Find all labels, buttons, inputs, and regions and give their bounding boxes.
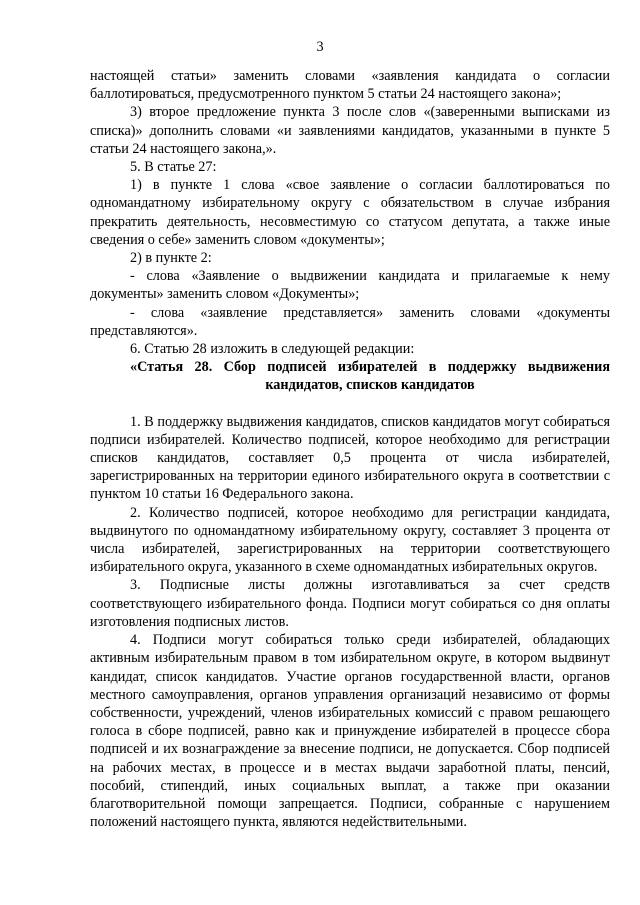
paragraph: настоящей статьи» заменить словами «заявления кандидата о согласии баллотироваться, предусмотренного пунктом 5 статьи 24 настоящего закона»;: [90, 68, 610, 103]
article-heading-line-1: «Статья 28. Сбор подписей избирателей в поддержку выдвижения: [130, 359, 610, 376]
article-paragraph: 1. В поддержку выдвижения кандидатов, списков кандидатов могут собираться подписи избирателей. Количество подписей, которое необходимо для регистрации списков кандидатов, составляет 0,5 процента от числа избирателей, зарегистрированных на территории единого избирательного округа в соответствии с пунктом 10 статьи 16 Федерального закона.: [90, 413, 610, 503]
paragraph: 3) второе предложение пункта 3 после слов «(заверенными выписками из списка)» дополнить словами «и заявлениями кандидатов, указанными в пункте 5 статьи 24 настоящего закона,».: [90, 104, 610, 157]
paragraph: 2) в пункте 2:: [130, 250, 212, 267]
page-number: 3: [316, 39, 324, 55]
spacer: [90, 395, 610, 413]
paragraph: - слова «заявление представляется» заменить словами «документы представляются».: [90, 304, 610, 339]
article-heading-line-2: кандидатов, списков кандидатов: [265, 377, 475, 394]
article-paragraph: 4. Подписи могут собираться только среди избирателей, обладающих активным избирательным правом в том избирательном округе, в котором выдвинут кандидат, список кандидатов. Участие органов государственной власти, органов местного самоуправления, органов управления организаций независимо от формы собственности, учреждений, членов избирательных комиссий с правом решающего голоса в сборе подписей, равно как и принуждение избирателей в процессе сбора подписей и их вознаграждение за внесение подписи, не допускается. Сбор подписей на рабочих местах, в процессе и в местах выдачи заработной платы, пенсий, пособий, стипендий, иных социальных выплат, а также при оказании благотворительной помощи запрещается. Подписи, собранные с нарушением положений настоящего пункта, являются недействительными.: [90, 632, 610, 831]
paragraph: - слова «Заявление о выдвижении кандидата и прилагаемые к нему документы» заменить словом «Документы»;: [90, 268, 610, 303]
paragraph: 5. В статье 27:: [130, 159, 217, 176]
article-paragraph: 3. Подписные листы должны изготавливаться за счет средств соответствующего избирательного фонда. Подписи могут собираться со дня оплаты изготовления подписных листов.: [90, 577, 610, 630]
document-body: [90, 67, 610, 831]
paragraph: 1) в пункте 1 слова «свое заявление о согласии баллотироваться по одномандатному избирательному округу с обязательством в случае избрания прекратить деятельность, несовместимую со статусом депутата, а также иные сведения о себе» заменить словом «документы»;: [90, 177, 610, 248]
article-paragraph: 2. Количество подписей, которое необходимо для регистрации кандидата, выдвинутого по одномандатному избирательному округу, составляет 3 процента от числа избирателей, зарегистрированных на территории соответствующего избирательного округа, указанного в схеме одномандатных избирательных округов.: [90, 504, 610, 576]
article-heading: [90, 358, 610, 394]
paragraph: 6. Статью 28 изложить в следующей редакции:: [130, 341, 415, 358]
